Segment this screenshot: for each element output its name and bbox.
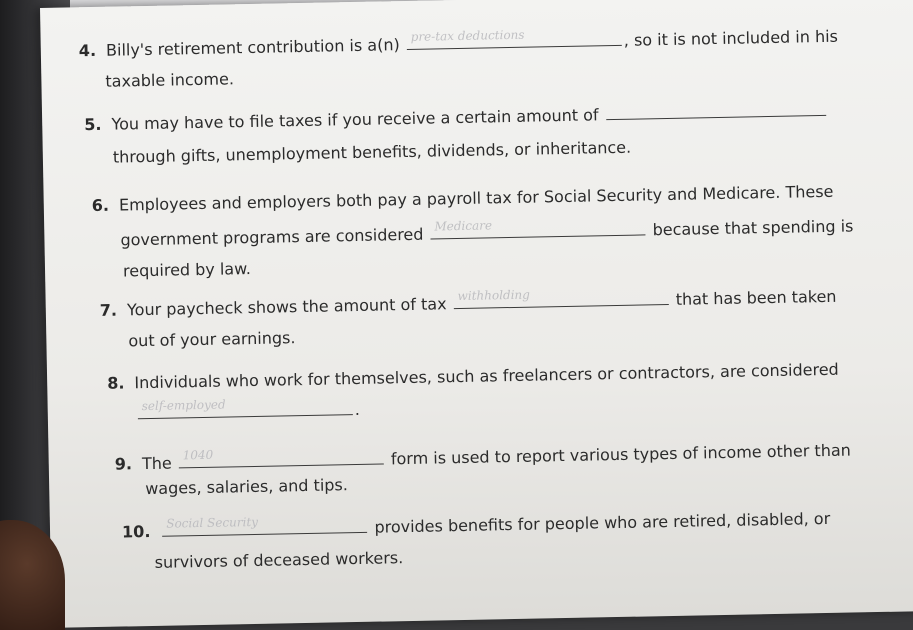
question-number: 9. <box>114 454 133 474</box>
question-text: Your paycheck shows the amount of tax <box>126 294 447 320</box>
answer-blank[interactable] <box>138 396 353 419</box>
question-text: Individuals who work for themselves, such as freelancers or contractors, are considered <box>134 359 839 393</box>
question-9-line2: wages, salaries, and tips. <box>145 475 349 499</box>
handwritten-answer: Medicare <box>434 218 493 234</box>
question-6-line2 <box>120 212 853 251</box>
question-6-line3: required by law. <box>122 259 252 281</box>
question-text-after: , so it is not included in his <box>623 26 839 50</box>
question-7-line2: out of your earnings. <box>128 328 296 351</box>
handwritten-answer: 1040 <box>182 447 214 463</box>
question-4 <box>79 23 839 63</box>
handwritten-answer: pre-tax deductions <box>410 27 525 44</box>
answer-blank[interactable] <box>162 514 367 537</box>
question-5-line2: through gifts, unemployment benefits, dividends, or inheritance. <box>112 137 632 167</box>
answer-blank[interactable] <box>179 445 384 468</box>
question-10-line2: survivors of deceased workers. <box>154 548 404 572</box>
question-text: You may have to file taxes if you receive a certain amount of <box>111 105 599 134</box>
answer-blank[interactable] <box>430 216 645 239</box>
question-7 <box>100 283 837 322</box>
question-number: 10. <box>121 521 151 542</box>
question-text-after: . <box>354 399 361 420</box>
question-text: The <box>141 453 172 474</box>
question-number: 6. <box>91 195 110 216</box>
answer-blank[interactable] <box>453 286 668 309</box>
question-text: Employees and employers both pay a payroll tax for Social Security and Medicare. These <box>118 181 834 215</box>
answer-blank[interactable] <box>605 97 825 120</box>
question-text-after: that has been taken <box>675 286 837 309</box>
handwritten-answer: Social Security <box>166 514 259 531</box>
worksheet-paper <box>40 0 913 628</box>
answer-blank[interactable] <box>407 27 622 50</box>
question-8-line2 <box>136 396 361 425</box>
question-number: 7. <box>99 300 118 320</box>
question-number: 4. <box>78 40 97 61</box>
question-number: 5. <box>84 114 102 135</box>
question-text: Billy's retirement contribution is a(n) <box>105 35 400 60</box>
handwritten-answer: withholding <box>457 287 531 304</box>
question-9 <box>115 437 852 476</box>
question-number: 8. <box>107 373 125 393</box>
question-text-after: provides benefits for people who are retired, disabled, or <box>374 508 831 537</box>
question-6 <box>92 181 834 217</box>
question-5 <box>84 97 828 136</box>
question-8 <box>107 359 839 395</box>
question-text: government programs are considered <box>120 224 424 250</box>
question-4-line2: taxable income. <box>105 69 235 91</box>
handwritten-answer: self-employed <box>141 397 226 414</box>
question-10 <box>122 505 831 544</box>
question-text-after: form is used to report various types of income other than <box>390 440 851 469</box>
question-text-after: because that spending is <box>652 216 854 240</box>
